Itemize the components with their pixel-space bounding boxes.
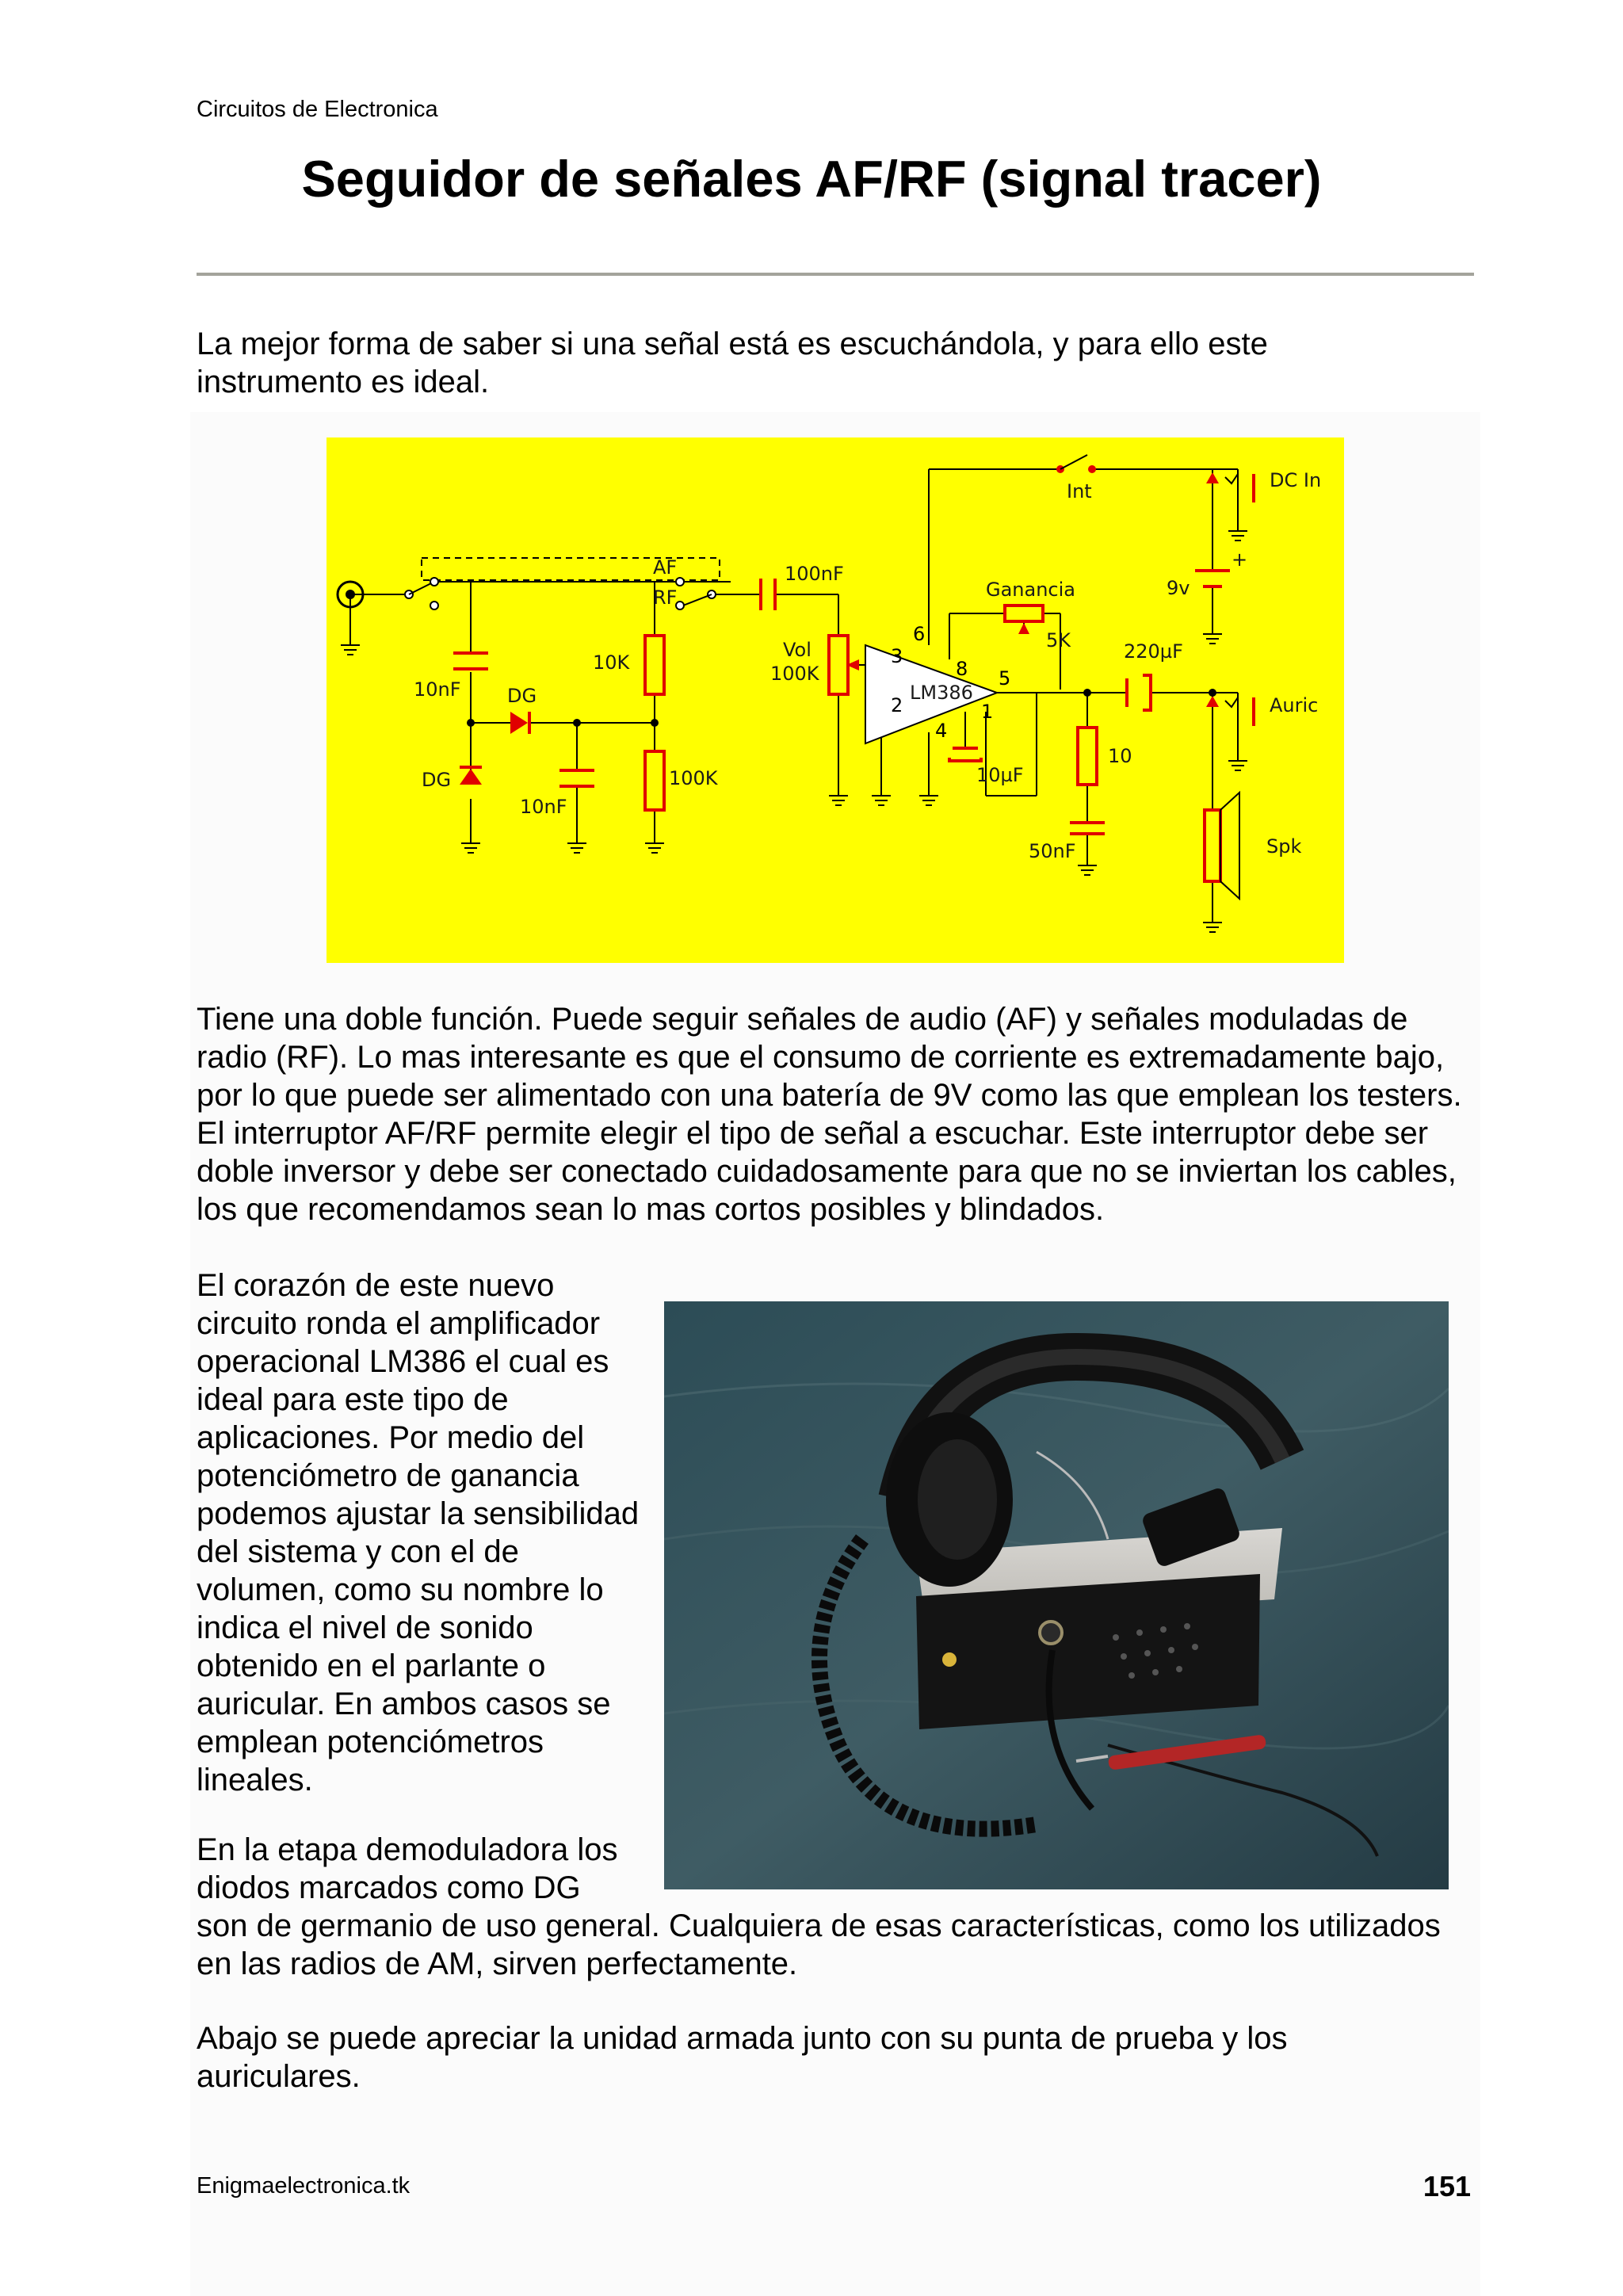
lm386-paragraph: El corazón de este nuevo circuito ronda el amplificador operacional LM386 el cual es ideal para este tipo de aplicaciones. Por medio del potenciómetro de ganancia podemos ajustar la sensibilidad del sistema y con el de volumen, como su nombre lo indica el nivel de sonido obtenido en el parlante o auricular. En ambos casos se emplean potenciómetros lineales. [197,1268,640,1797]
title-divider [197,273,1474,276]
label-c-detect: 10nF [520,796,567,818]
demod-paragraph-end: son de germanio de uso general. Cualquiera de esas características, como los utilizados en las radios de AM, sirven perfectamente. [197,1908,1441,1981]
label-pin1: 1 [981,701,994,723]
label-pin6: 6 [913,623,926,645]
label-dc-in: DC In [1270,469,1322,491]
label-vol: Vol [783,639,812,661]
running-header: Circuitos de Electronica [197,97,438,122]
label-battery-plus: + [1232,548,1248,571]
label-pin2: 2 [891,694,903,716]
label-auric: Auric [1270,694,1319,716]
label-c-input: 10nF [414,678,461,701]
label-r-100k: 100K [669,767,718,789]
label-af: AF [653,556,678,579]
label-c-220uf: 220µF [1124,640,1183,663]
page-number: 151 [1423,2170,1471,2202]
label-rf: RF [653,586,678,609]
label-c-100nf: 100nF [785,563,844,585]
label-dg-top: DG [507,685,537,707]
label-gain: Ganancia [986,579,1076,601]
footer-site: Enigmaelectronica.tk [197,2173,411,2199]
label-gain-value: 5K [1046,629,1071,651]
dual-function-paragraph: Tiene una doble función. Puede seguir señales de audio (AF) y señales moduladas de radio (RF). Lo mas interesante es que el consumo de corriente es extremadamente bajo, por lo que puede ser alimentado con una batería de 9V como las que emplean los testers. El interruptor AF/RF permite elegir el tipo de señal a escuchar. Este interruptor debe ser doble inversor y debe ser conectado cuidadosamente para que no se inviertan los cables, los que recomendamos sean lo mas cortos posibles y blindados. [197,1002,1462,1227]
schematic-background [327,437,1344,963]
label-pin3: 3 [891,645,903,667]
label-pin4: 4 [935,720,948,742]
label-r-10: 10 [1108,745,1132,767]
enclosure-front [916,1574,1260,1729]
closing-paragraph: Abajo se puede apreciar la unidad armada junto con su punta de prueba y los auriculares. [197,2021,1288,2094]
demod-paragraph-start: En la etapa demoduladora los diodos marcados como DG [197,1832,618,1905]
label-c-50nf: 50nF [1029,840,1076,862]
label-vol-value: 100K [770,663,819,685]
label-pin8: 8 [956,658,968,680]
circuit-schematic [327,437,1344,963]
page-title: Seguidor de señales AF/RF (signal tracer) [301,150,1322,208]
intro-paragraph: La mejor forma de saber si una señal está es escuchándola, y para ello este instrumento es ideal. [197,327,1268,399]
label-switch: Int [1067,480,1092,502]
label-battery: 9v [1167,577,1190,599]
label-dg-left: DG [422,769,452,791]
label-spk: Spk [1266,835,1302,858]
label-lm386: LM386 [910,682,973,704]
label-c-10uf: 10µF [976,764,1024,786]
label-pin5: 5 [999,667,1011,690]
label-r-10k: 10K [593,651,630,674]
assembled-unit-photo [664,1301,1449,1889]
